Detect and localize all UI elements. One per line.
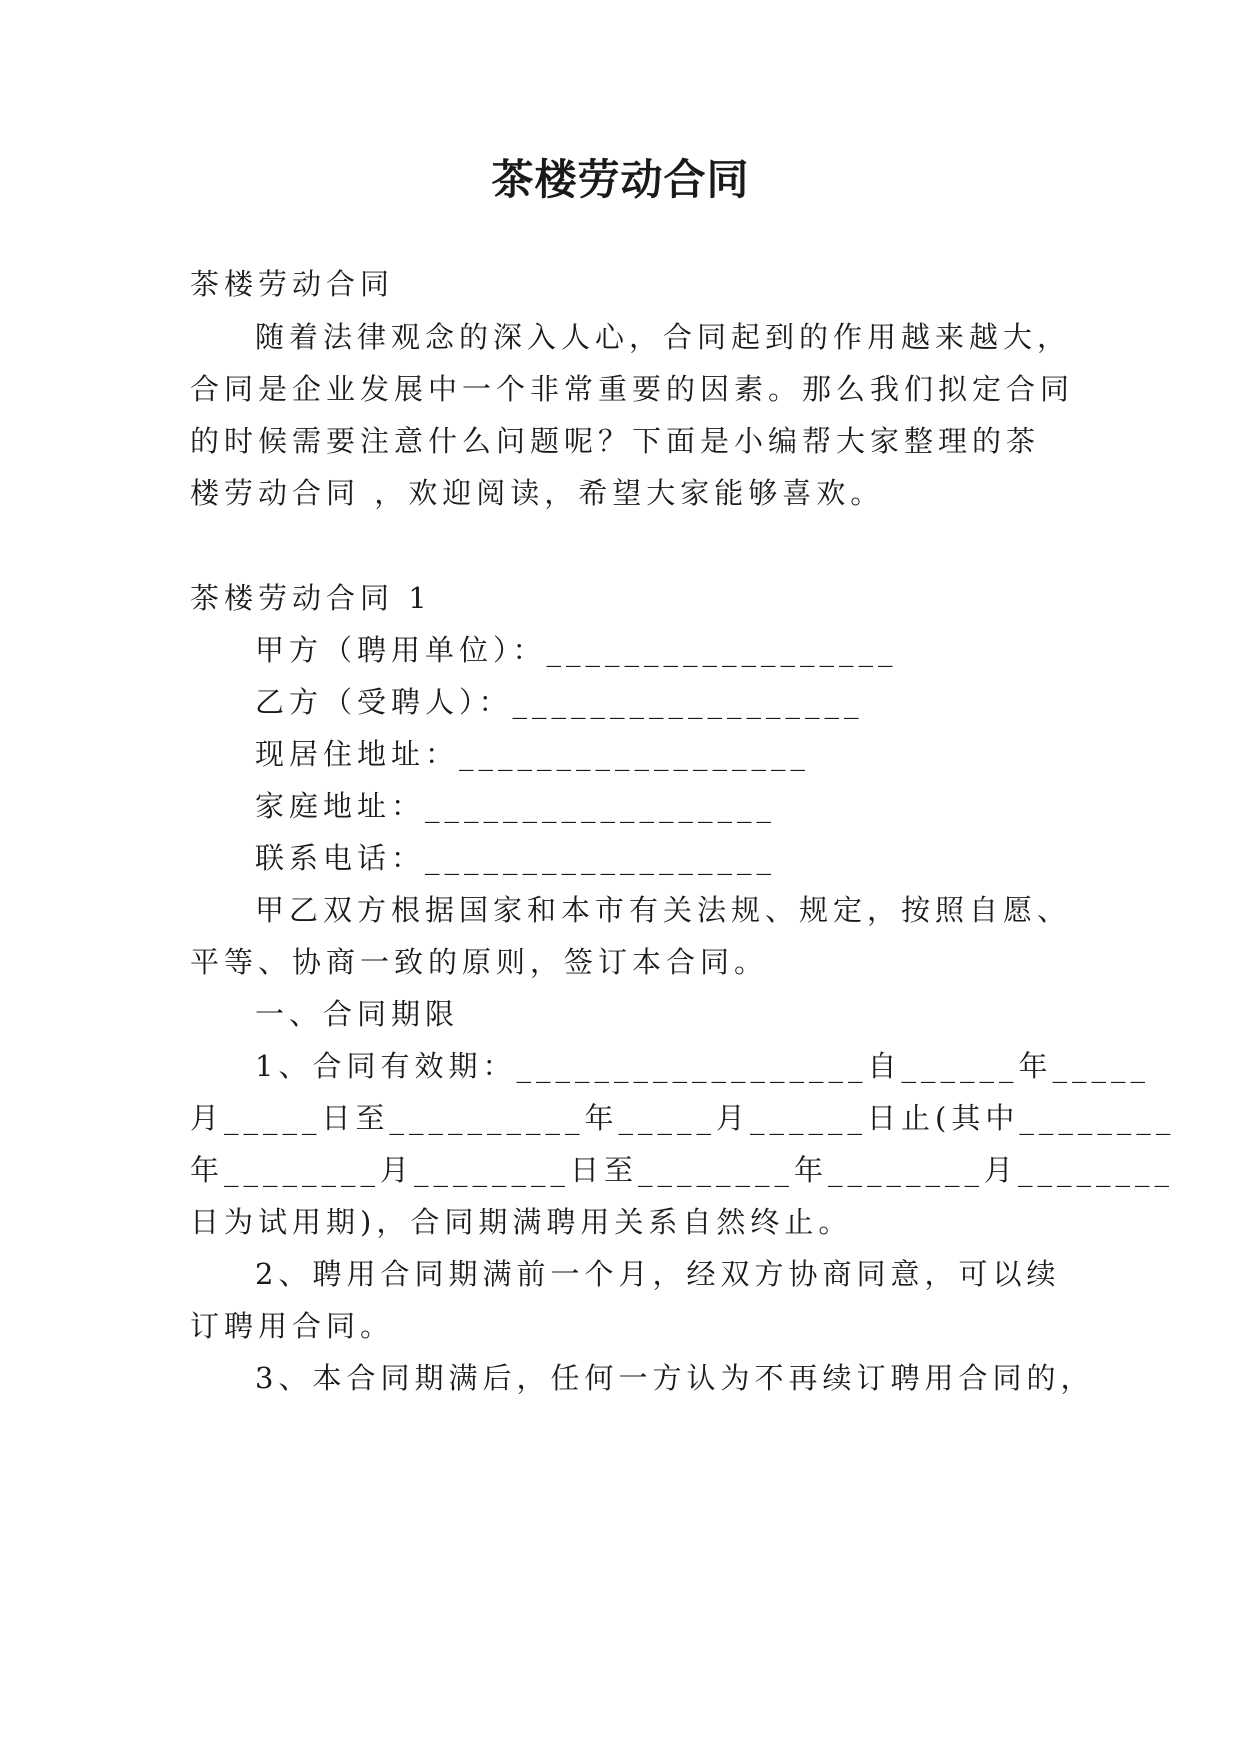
term-line-3: 年________月________日至________年________月________ (190, 1153, 1175, 1187)
intro-line-4: 楼劳动合同 ，欢迎阅读，希望大家能够喜欢。 (190, 476, 885, 510)
intro-line-1: 随着法律观念的深入人心，合同起到的作用越来越大， (255, 320, 1072, 354)
field-current-address: 现居住地址：__________________ (255, 737, 811, 771)
intro-line-2: 合同是企业发展中一个非常重要的因素。那么我们拟定合同 (190, 372, 1075, 406)
clause-heading: 一、合同期限 (255, 997, 460, 1031)
field-employer: 甲方（聘用单位）：__________________ (255, 633, 898, 667)
term-line-2: 月_____日至__________年_____月______日止(其中________ (190, 1101, 1176, 1135)
renewal-line-1: 2、聘用合同期满前一个月，经双方协商同意，可以续 (255, 1257, 1061, 1291)
termination-line: 3、本合同期满后，任何一方认为不再续订聘用合同的， (255, 1361, 1095, 1395)
field-home-address: 家庭地址：__________________ (255, 789, 777, 823)
section-heading: 茶楼劳动合同 1 (190, 581, 432, 615)
preamble-line-2: 平等、协商一致的原则，签订本合同。 (190, 945, 769, 979)
document-subtitle: 茶楼劳动合同 (190, 267, 395, 301)
intro-line-3: 的时候需要注意什么问题呢？下面是小编帮大家整理的茶 (190, 424, 1041, 458)
preamble-line-1: 甲乙双方根据国家和本市有关法规、规定，按照自愿、 (255, 893, 1072, 927)
field-employee: 乙方（受聘人）：__________________ (255, 685, 864, 719)
field-phone: 联系电话：__________________ (255, 841, 777, 875)
document-title: 茶楼劳动合同 (491, 155, 750, 204)
renewal-line-2: 订聘用合同。 (190, 1309, 395, 1343)
term-line-1: 1、合同有效期：__________________自______年_____ (255, 1049, 1150, 1083)
term-line-4: 日为试用期)，合同期满聘用关系自然终止。 (190, 1205, 853, 1239)
